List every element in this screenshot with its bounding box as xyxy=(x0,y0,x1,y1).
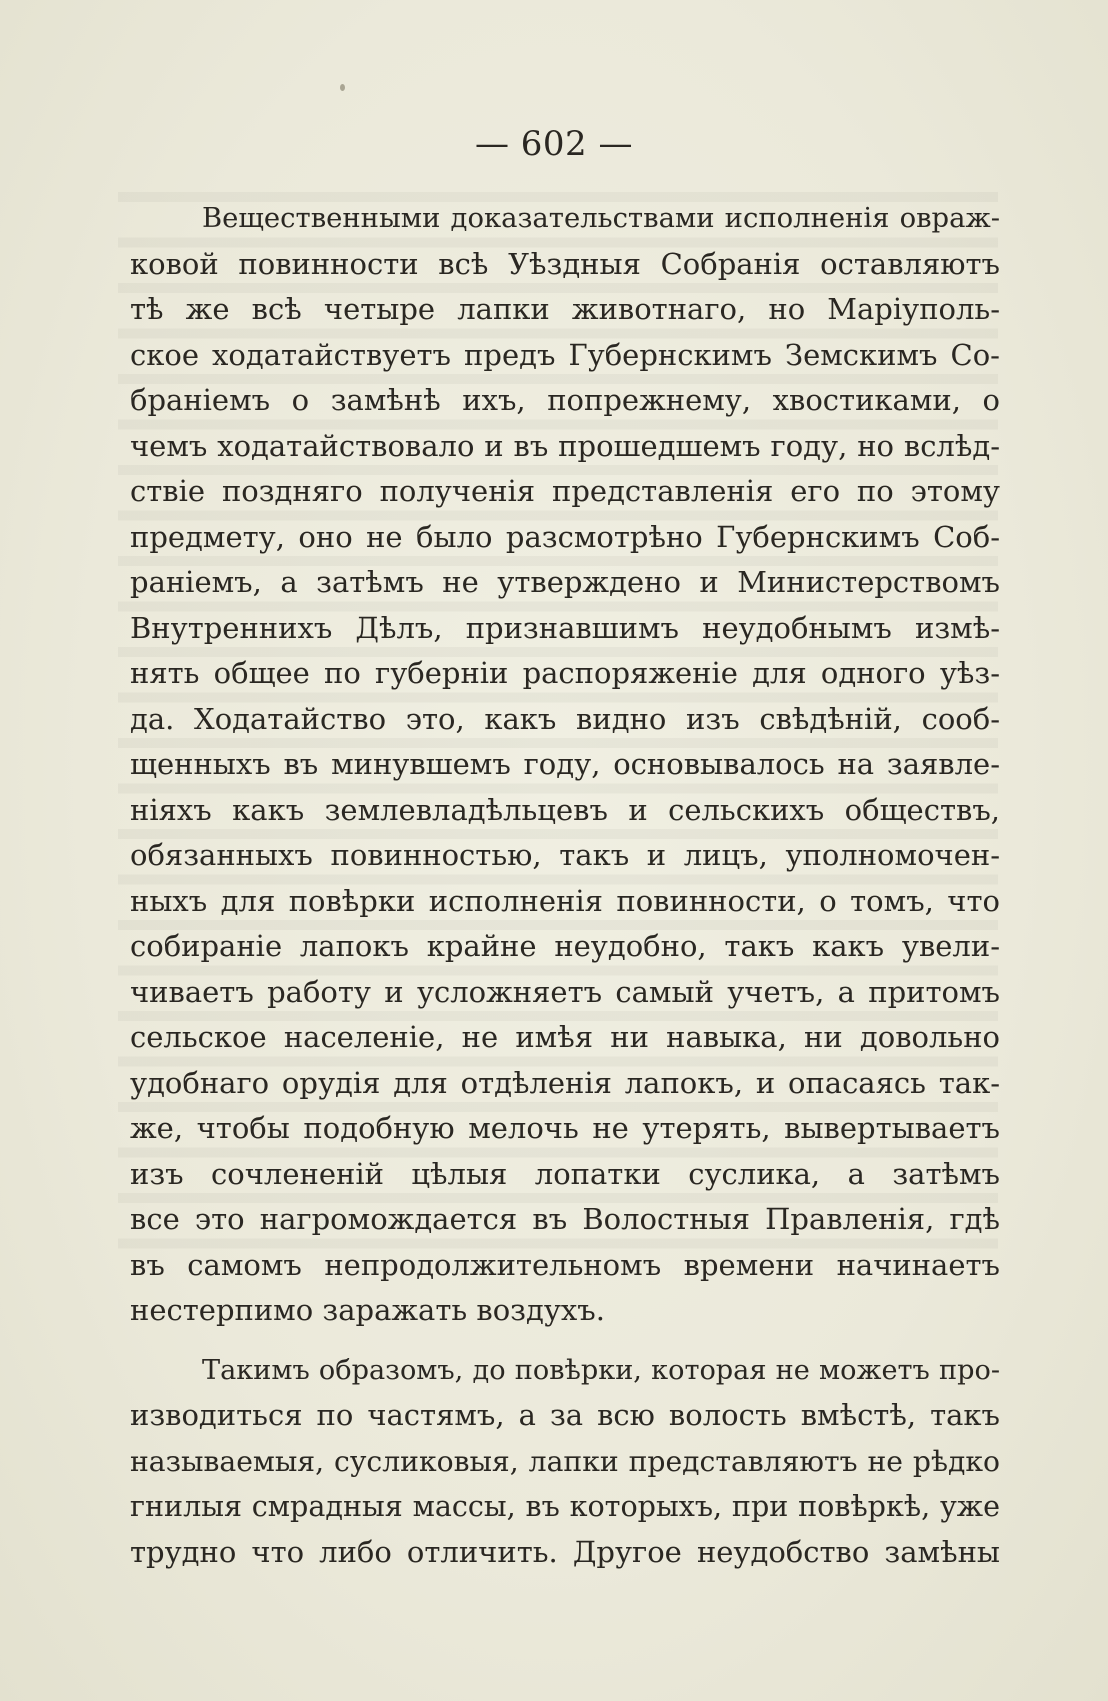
text-line: обязанныхъ повинностью, такъ и лицъ, уполномочен- xyxy=(130,838,1000,872)
text-line: Внутреннихъ Дѣлъ, признавшимъ неудобнымъ измѣ- xyxy=(130,610,1000,645)
paper-speck xyxy=(340,84,345,91)
text-line: удобнаго орудія для отдѣленія лапокъ, и опасаясь так- xyxy=(130,1065,1000,1100)
text-line: Вещественными доказательствами исполненія овраж- xyxy=(202,203,1000,234)
text-line: собираніе лапокъ крайне неудобно, такъ какъ увели- xyxy=(130,929,1000,963)
text-line: ствіе поздняго полученія представленія его по этому xyxy=(130,474,1000,508)
text-line: раніемъ, а затѣмъ не утверждено и Министерствомъ xyxy=(130,565,1000,599)
text-line: да. Ходатайство это, какъ видно изъ свѣдѣній, сооб- xyxy=(130,701,1000,736)
text-line: предмету, оно не было разсмотрѣно Губернскимъ Соб- xyxy=(130,519,1000,554)
text-line: трудно что либо отличить. Другое неудобство замѣны xyxy=(130,1534,1000,1569)
body-text xyxy=(130,196,1000,1575)
text-line: нять общее по губерніи распоряженіе для одного уѣз- xyxy=(130,656,1000,690)
text-line: чемъ ходатайствовало и въ прошедшемъ году, но вслѣд- xyxy=(130,428,1000,463)
text-line: гнилыя смрадныя массы, въ которыхъ, при повѣркѣ, уже xyxy=(130,1489,1000,1523)
text-line: щенныхъ въ минувшемъ году, основывалось на заявле- xyxy=(130,747,1000,781)
text-line: въ самомъ непродолжительномъ времени начинаетъ xyxy=(130,1247,1000,1282)
text-line: тѣ же всѣ четыре лапки животнаго, но Маріуполь- xyxy=(130,292,1000,326)
text-line: ское ходатайствуетъ предъ Губернскимъ Земскимъ Со- xyxy=(130,337,1000,372)
text-line: ныхъ для повѣрки исполненія повинности, о томъ, что xyxy=(130,883,1000,918)
text-line: сельское населеніе, не имѣя ни навыка, ни довольно xyxy=(130,1020,1000,1054)
text-line: изъ сочлененій цѣлыя лопатки суслика, а затѣмъ xyxy=(130,1156,1000,1191)
text-line: называемыя, сусликовыя, лапки представляютъ не рѣдко xyxy=(130,1444,1000,1478)
text-line: ніяхъ какъ землевладѣльцевъ и сельскихъ обществъ, xyxy=(130,792,1000,827)
paragraph-gap xyxy=(130,1334,1000,1348)
text-line: браніемъ о замѣнѣ ихъ, попрежнему, хвостиками, о xyxy=(130,383,1000,417)
text-line: же, чтобы подобную мелочь не утерять, вывертываетъ xyxy=(130,1111,1000,1145)
text-line: все это нагромождается въ Волостныя Правленія, гдѣ xyxy=(130,1202,1000,1236)
page-number: — 602 — xyxy=(474,124,633,164)
text-line: нестерпимо заражать воздухъ. xyxy=(130,1293,605,1327)
text-line: ковой повинности всѣ Уѣздныя Собранія оставляютъ xyxy=(130,246,1000,281)
text-line: Такимъ образомъ, до повѣрки, которая не можетъ про- xyxy=(202,1354,1000,1386)
text-line: изводиться по частямъ, а за всю волость вмѣстѣ, такъ xyxy=(130,1398,1000,1432)
text-line: чиваетъ работу и усложняетъ самый учетъ, а притомъ xyxy=(130,974,1000,1009)
